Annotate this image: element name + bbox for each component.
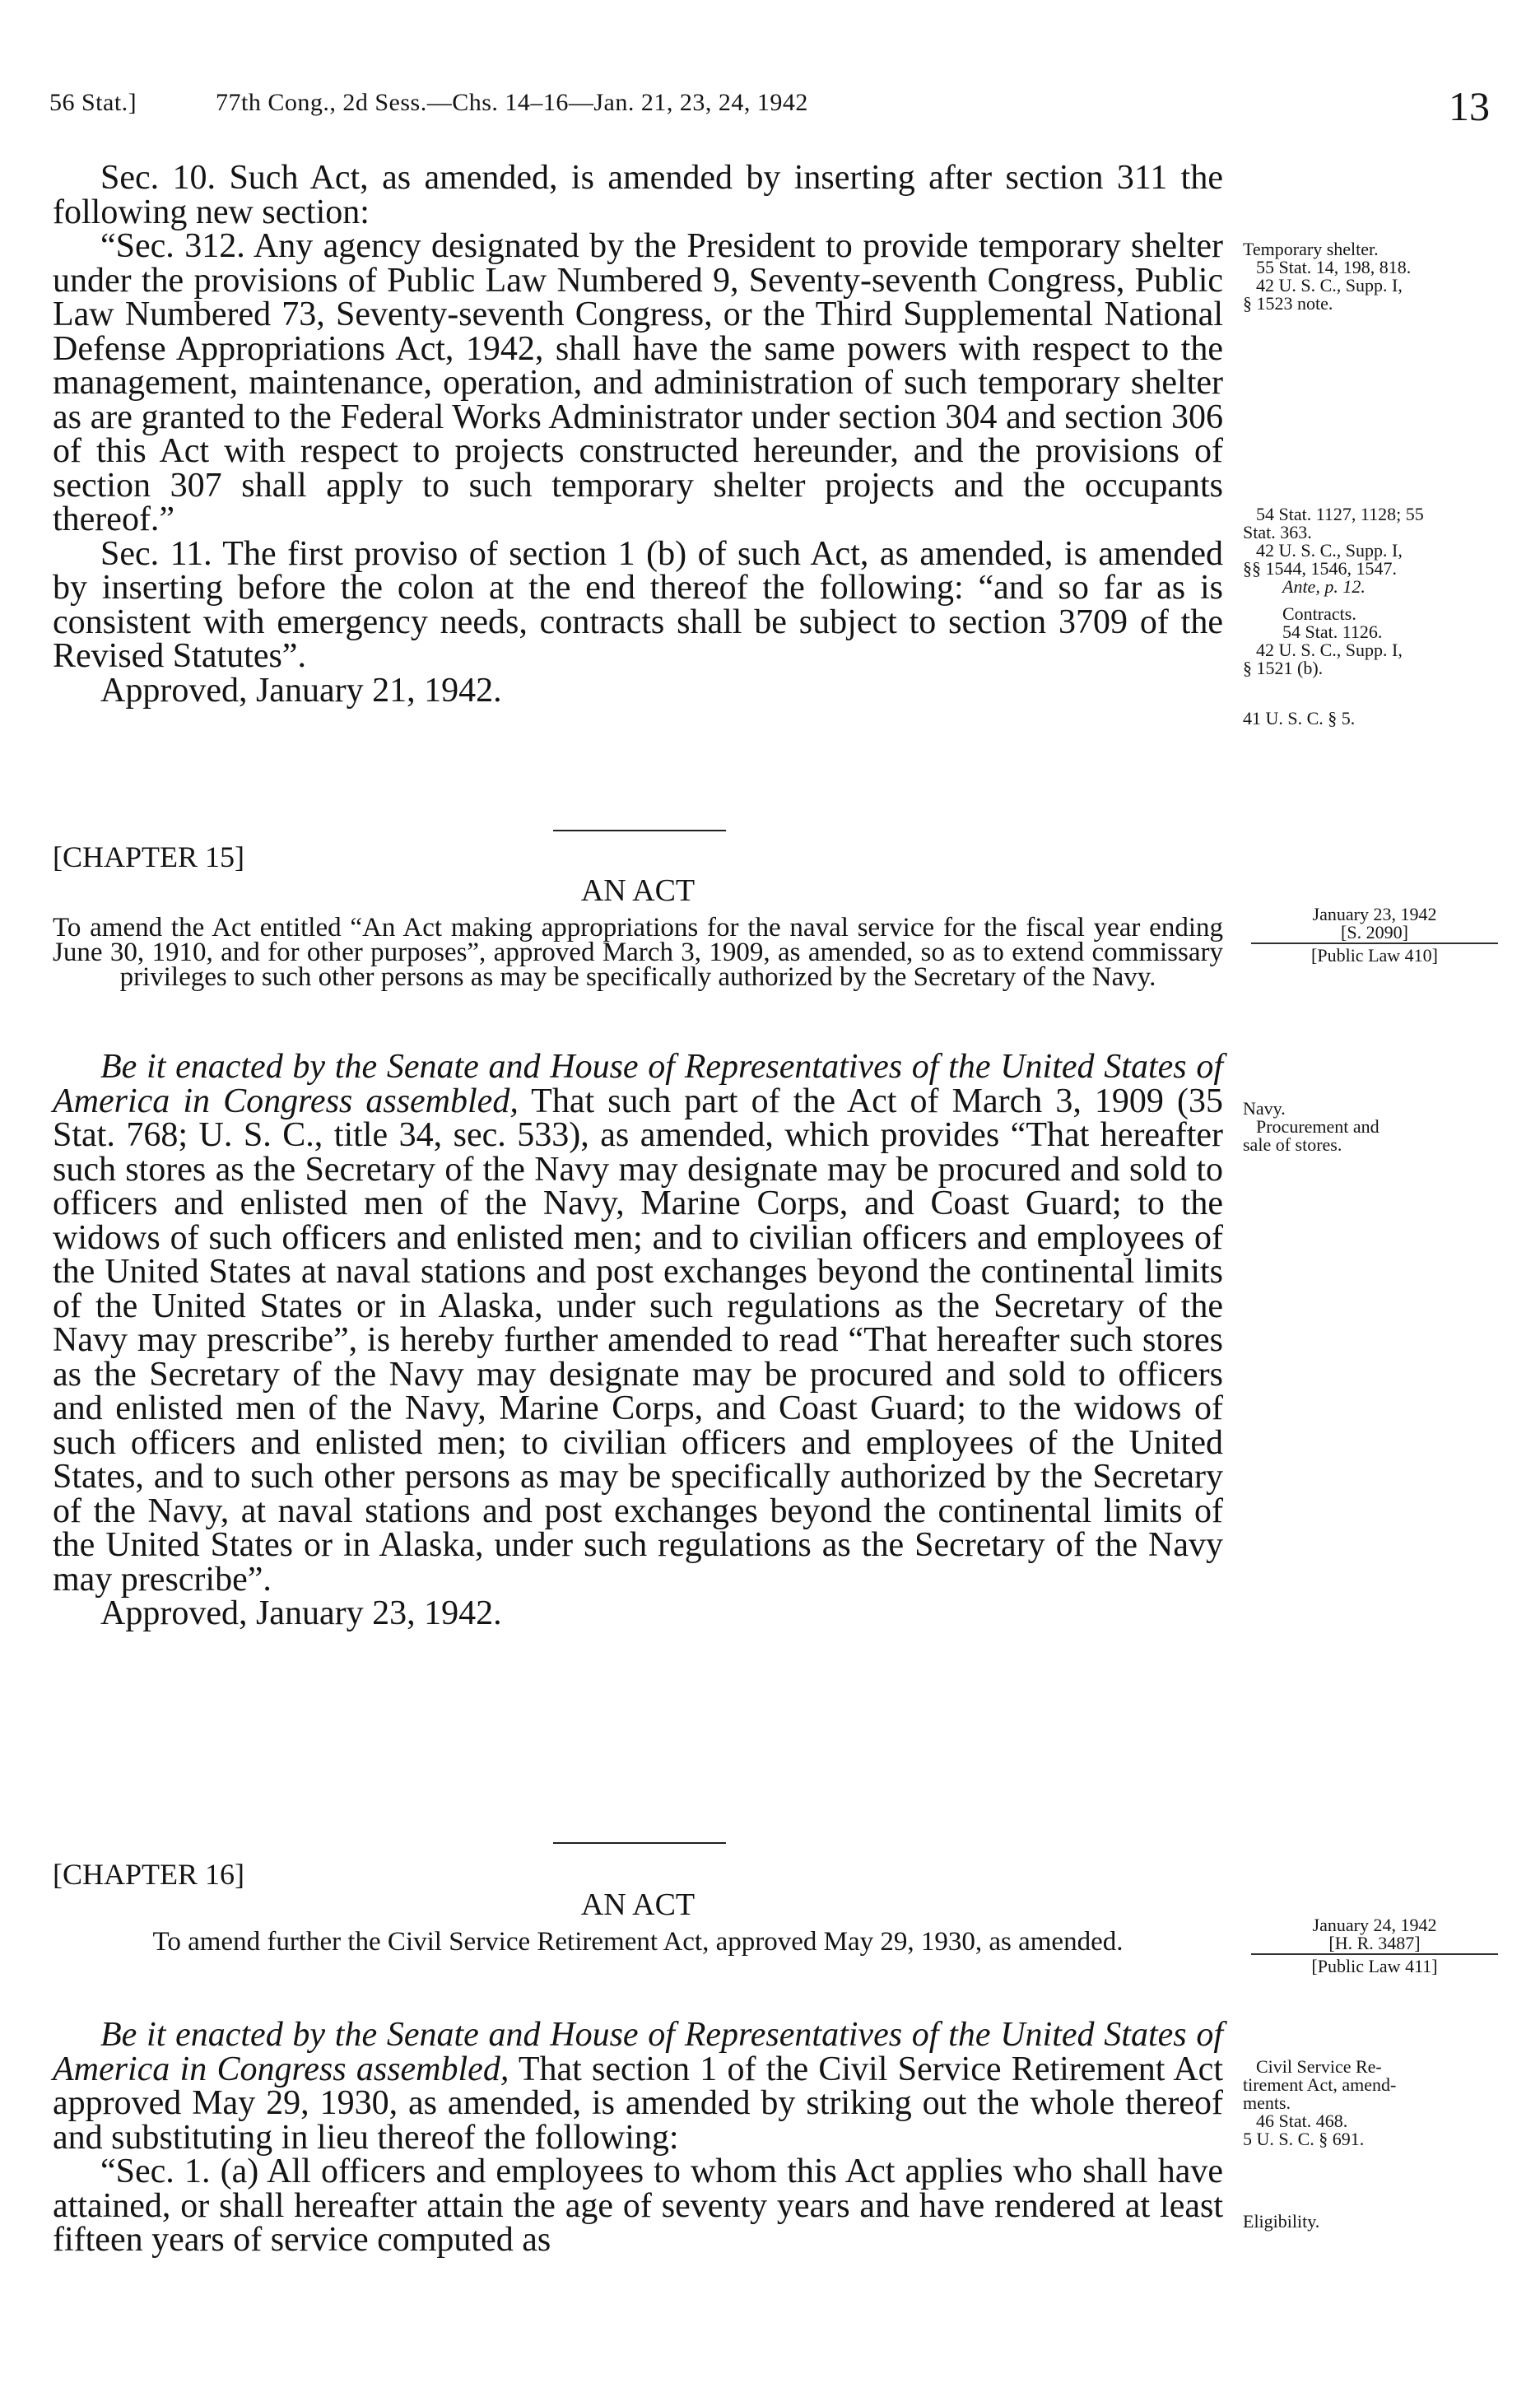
margin-note-civil-service	[1243, 2058, 1506, 2148]
public-law-number: [Public Law 411]	[1311, 1956, 1438, 1976]
margin-line: Stat. 363.	[1243, 522, 1312, 542]
margin-line: 42 U. S. C., Supp. I,	[1256, 275, 1403, 296]
margin-line: 42 U. S. C., Supp. I,	[1256, 640, 1403, 660]
margin-line: 5 U. S. C. § 691.	[1243, 2129, 1365, 2149]
act-label-ch15: AN ACT	[580, 873, 696, 908]
bill-number: [S. 2090]	[1341, 922, 1408, 943]
margin-line: § 1521 (b).	[1243, 658, 1324, 678]
margin-line: ments.	[1243, 2092, 1291, 2113]
enactment-date: January 23, 1942	[1312, 904, 1437, 924]
running-header-center: 77th Cong., 2d Sess.—Chs. 14–16—Jan. 21, 23, 24, 1942	[216, 89, 808, 116]
section-divider	[553, 1842, 726, 1844]
approval-line-ch15: Approved, January 23, 1942.	[100, 1594, 502, 1632]
enacting-paragraph-ch15	[53, 1050, 1223, 1597]
chapter-15-heading: [CHAPTER 15]	[53, 840, 244, 873]
enactment-date: January 24, 1942	[1312, 1915, 1437, 1935]
margin-line: 46 Stat. 468.	[1256, 2111, 1348, 2131]
margin-line: Civil Service Re-	[1256, 2056, 1382, 2077]
margin-line: Navy.	[1243, 1098, 1286, 1119]
margin-line: Temporary shelter.	[1243, 239, 1379, 259]
section-10-paragraph: Sec. 10. Such Act, as amended, is amended by inserting after section 311 the following new section:	[53, 159, 1223, 231]
public-law-number: [Public Law 410]	[1311, 945, 1438, 966]
margin-line: 54 Stat. 1127, 1128; 55	[1256, 504, 1424, 524]
margin-line: Procurement and	[1256, 1116, 1379, 1137]
approval-line-ch14: Approved, January 21, 1942.	[100, 671, 502, 710]
margin-line: 54 Stat. 1126.	[1282, 621, 1383, 642]
margin-note-statute-refs	[1243, 505, 1506, 596]
margin-line: §§ 1544, 1546, 1547.	[1243, 558, 1397, 579]
margin-note-navy	[1243, 1100, 1506, 1154]
chapter-15-body	[53, 1050, 1223, 1631]
chapter-16-body	[53, 2018, 1223, 2258]
act-title-ch16: To amend further the Civil Service Retirement Act, approved May 29, 1930, as amended.	[152, 1927, 1124, 1957]
section-312-paragraph: “Sec. 312. Any agency designated by the President to provide temporary shelter under the provisions of Public Law Numbered 9, Seventy-seventh Congress, Public Law Numbered 73, Seventy-seventh Congress, or the Third Supplemental National Defense Appropriations Act, 1942, shall have the same powers with respect to the management, maintenance, operation, and administration of such temporary shelter as are granted to the Federal Works Administrator under section 304 and section 306 of this Act with respect to projects constructed hereunder, and the provisions of section 307 shall apply to such temporary shelter projects and the occupants thereof.”	[53, 227, 1223, 538]
enacting-clause: Be it enacted by the Senate and House of Representatives of the United States of America in Congress assembled,	[53, 2016, 1223, 2088]
body-text: That such part of the Act of March 3, 1909 (35 Stat. 768; U. S. C., title 34, sec. 533), as amended, which provides “That hereafter such stores as the Secretary of the Navy may designate may be procured and sold to officers and enlisted men of the Navy, Marine Corps, and Coast Guard; to the widows of such officers and enlisted men; and to civilian officers and employees of the United States at naval stations and post exchanges beyond the continental limits of the United States or in Alaska, under such regulations as the Secretary of the Navy may prescribe”, is hereby further amended to read “That hereafter such stores as the Secretary of the Navy may designate may be procured and sold to officers and enlisted men of the Navy, Marine Corps, and Coast Guard; to the widows of such officers and enlisted men; to civilian officers and employees of the United States, and to such other persons as may be specifically authorized by the Secretary of the Navy, at naval stations and post exchanges beyond the continental limits of the United States or in Alaska, under such regulations as the Secretary of the Navy may prescribe”.	[53, 1082, 1223, 1599]
margin-line: 55 Stat. 14, 198, 818.	[1256, 257, 1412, 277]
margin-line: Contracts.	[1282, 603, 1356, 624]
act-label-ch16: AN ACT	[580, 1887, 696, 1922]
margin-note-contracts	[1243, 605, 1506, 677]
margin-line: § 1523 note.	[1243, 293, 1333, 314]
margin-divider	[1251, 1953, 1498, 1955]
margin-note-ch15-header	[1243, 905, 1506, 965]
bill-number: [H. R. 3487]	[1328, 1933, 1421, 1953]
enacting-clause: Be it enacted by the Senate and House of Representatives of the United States of America in Congress assembled,	[53, 1048, 1223, 1120]
section-1-paragraph: “Sec. 1. (a) All officers and employees to whom this Act applies who shall have attained, or shall hereafter attain the age of seventy years and have rendered at least fifteen years of service computed as	[53, 2153, 1223, 2259]
margin-note-ch16-header	[1243, 1916, 1506, 1976]
page-number: 13	[1449, 83, 1490, 129]
margin-line: Ante, p. 12.	[1282, 576, 1366, 597]
margin-line: tirement Act, amend-	[1243, 2074, 1397, 2095]
margin-note-eligibility: Eligibility.	[1243, 2211, 1320, 2232]
margin-note-usc: 41 U. S. C. § 5.	[1243, 708, 1356, 728]
margin-divider	[1251, 943, 1498, 944]
section-11-paragraph: Sec. 11. The first proviso of section 1 (b) of such Act, as amended, is amended by inserting before the colon at the end thereof the following: “and so far as is consistent with emergency needs, contracts shall be subject to section 3709 of the Revised Statutes”.	[53, 534, 1223, 675]
margin-line: 42 U. S. C., Supp. I,	[1256, 540, 1403, 561]
chapter-14-conclusion	[53, 161, 1223, 708]
act-title-ch15: To amend the Act entitled “An Act making appropriations for the naval service for the fiscal year ending June 30, 1910, and for other purposes”, approved March 3, 1909, as amended, so as to extend commissary privileges to such other persons as may be specifically authorized by the Secretary of the Navy.	[53, 913, 1223, 992]
margin-line: sale of stores.	[1243, 1134, 1342, 1155]
body-text: That section 1 of the Civil Service Retirement Act approved May 29, 1930, as amended, is amended by striking out the whole thereof and substituting in lieu thereof the following:	[53, 2050, 1223, 2157]
section-divider	[553, 830, 726, 831]
running-header-left: 56 Stat.]	[49, 89, 137, 116]
chapter-16-heading: [CHAPTER 16]	[53, 1858, 244, 1891]
margin-note-temporary-shelter	[1243, 240, 1506, 313]
enacting-paragraph-ch16	[53, 2018, 1223, 2155]
